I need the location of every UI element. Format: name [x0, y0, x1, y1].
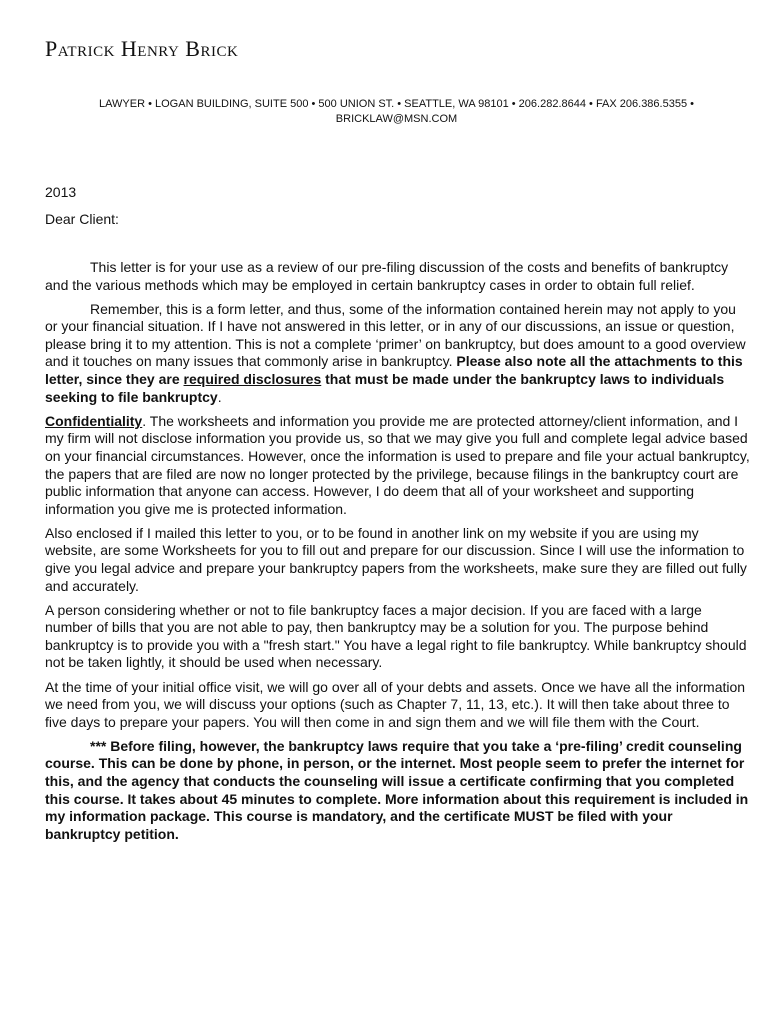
required-disclosures: required disclosures — [183, 371, 322, 388]
address-line-1: LAWYER • LOGAN BUILDING, SUITE 500 • 500 UNION ST. • SEATTLE, WA 98101 • 206.282.8644 • FAX 206.386.5355 • — [99, 98, 694, 110]
paragraph-intro: This letter is for your use as a review of our pre-filing discussion of the costs and benefits of bankruptcy and the various methods which may be employed in certain bankruptcy cases in order to obtain full relief. — [45, 259, 729, 293]
letter-date: 2013 — [45, 184, 77, 200]
address-line-2: BRICKLAW@MSN.COM — [335, 113, 458, 125]
letterhead-name: Patrick Henry Brick — [45, 36, 239, 61]
letter-body — [45, 259, 750, 850]
paragraph-confidentiality — [45, 413, 750, 519]
paragraph-worksheets: Also enclosed if I mailed this letter to you, or to be found in another link on my website if you are using my website, are some Worksheets for you to fill out and prepare for our discussion. Since I will use the information to give you legal advice and prepare your bankruptcy papers from the worksheets, make sure they are filled out fully and accurately. — [45, 524, 747, 594]
form-letter-text: Remember, this is a form letter, and thus, some of the information contained herein may not apply to you or your financial situation. If I have not answered in this letter, or in any of our discussions, an issue or question, please bring it to my attention. This is not a complete ‘primer’ on bankruptcy, but does amount to a good overview and it touches on many issues that commonly arise in bankruptcy. — [45, 300, 746, 370]
salutation: Dear Client: — [45, 211, 119, 227]
attachments-notice-end: that must be made under the bankruptcy laws to individuals seeking to file bankruptcy — [45, 371, 725, 405]
confidentiality-text: . The worksheets and information you provide me are protected attorney/client information, and I my firm will not disclose information you provide us, so that we may give you full and complete legal advice based on your financial circumstances. However, once the information is used to prepare and file your actual bankruptcy, the papers that are filed are now no longer protected by the privilege, because filings in the bankruptcy court are public information that anyone can access. However, I do deem that all of your worksheet and supporting information you give me is protected information. — [45, 412, 750, 517]
paragraph-decision: A person considering whether or not to file bankruptcy faces a major decision. If you are faced with a large number of bills that you are not able to pay, then bankruptcy may be a solution for you. The purpose behind bankruptcy is to provide you with a "fresh start." You have a legal right to file bankruptcy. While bankruptcy should not be taken lightly, it should be used when necessary. — [45, 601, 747, 671]
paragraph-form-letter — [45, 301, 750, 407]
paragraph-credit-counseling: *** Before filing, however, the bankruptcy laws require that you take a ‘pre-filing’ credit counseling course. This can be done by phone, in person, or the internet. Most people seem to prefer the internet for this, and the agency that conducts the counseling will issue a certificate confirming that you completed this course. It takes about 45 minutes to complete. More information about this requirement is included in my information package. This course is mandatory, and the certificate MUST be filed with your bankruptcy petition. — [45, 737, 749, 842]
confidentiality-heading: Confidentiality — [45, 412, 143, 429]
attachments-notice: Please also note all the attachments to this letter, since they are — [45, 353, 743, 388]
paragraph-end: . — [217, 388, 222, 405]
letterhead-address — [45, 97, 748, 127]
paragraph-office-visit: At the time of your initial office visit, we will go over all of your debts and assets. Once we have all the information we need from you, we will discuss your options (such as Chapter 7, 11, 13, etc.). It will then take about three to five days to prepare your papers. You will then come in and sign them and we will file them with the Court. — [45, 678, 746, 730]
